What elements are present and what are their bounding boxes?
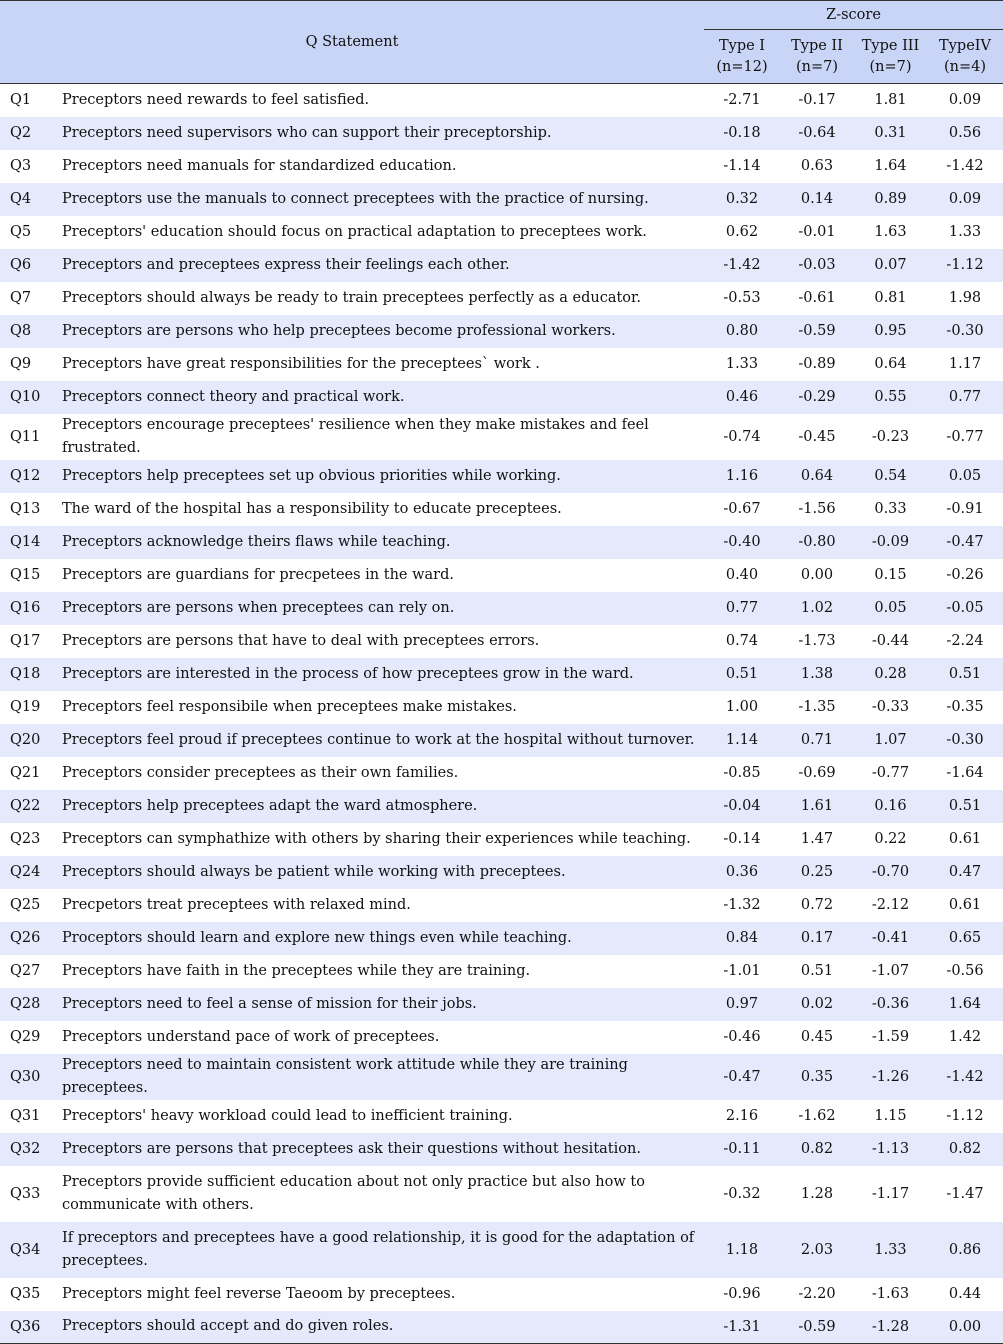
- zscore-cell: -1.31: [723, 1318, 761, 1335]
- q-id-cell: Q29: [10, 1029, 41, 1045]
- statement-cell: Preceptors consider preceptees as their own families.: [62, 764, 459, 781]
- zscore-cell: -0.45: [798, 428, 836, 445]
- zscore-cell: 1.98: [948, 290, 982, 306]
- zscore-cell: 0.51: [948, 798, 982, 814]
- table-row: [0, 625, 1003, 658]
- table-row: [0, 1054, 1003, 1100]
- zscore-cell: -0.30: [946, 732, 984, 748]
- q-id-cell: Q26: [10, 930, 41, 946]
- statement-cell: Preceptors need manuals for standardized education.: [62, 157, 457, 174]
- zscore-cell: -0.69: [798, 765, 836, 781]
- q-id-cell: Q7: [10, 290, 32, 306]
- table-row: [0, 1166, 1003, 1222]
- type-n: (n=7): [795, 58, 839, 75]
- zscore-cell: 0.35: [800, 1068, 834, 1085]
- statement-cell: Preceptors feel responsibile when preceptees make mistakes.: [62, 698, 517, 715]
- zscore-cell: 0.15: [874, 567, 907, 583]
- zscore-cell: 0.86: [948, 1241, 982, 1258]
- zscore-cell: -1.32: [723, 897, 761, 913]
- table-header: [0, 1, 1003, 84]
- zscore-cell: 0.00: [800, 567, 834, 583]
- statement-cell: Preceptors feel proud if preceptees continue to work at the hospital without turnover.: [62, 731, 695, 748]
- zscore-cell: -0.85: [723, 765, 761, 781]
- statement-cell: Precpetors treat preceptees with relaxed mind.: [62, 896, 411, 913]
- table-row: [0, 592, 1003, 625]
- zscore-cell: 2.03: [800, 1241, 834, 1258]
- zscore-cell: 0.56: [948, 125, 982, 141]
- statement-cell: Preceptors are persons who help preceptees become professional workers.: [62, 322, 616, 339]
- type-n: (n=7): [869, 58, 912, 75]
- statement-cell: Preceptors' education should focus on practical adaptation to preceptees work.: [62, 223, 647, 240]
- q-id-cell: Q28: [10, 996, 41, 1012]
- zscore-cell: -0.17: [798, 92, 836, 109]
- statement-cell: Preceptors help preceptees adapt the ward atmosphere.: [62, 797, 478, 814]
- statement-cell: Preceptors should always be ready to train preceptees perfectly as a educator.: [62, 289, 641, 306]
- table-body: [0, 84, 1003, 1344]
- zscore-cell: -0.59: [798, 1318, 836, 1335]
- zscore-cell: 0.44: [948, 1286, 982, 1302]
- table-row: [0, 823, 1003, 856]
- zscore-cell: -0.41: [871, 930, 910, 946]
- statement-cell: Proceptors should learn and explore new things even while teaching.: [62, 929, 572, 946]
- zscore-cell: 1.17: [948, 356, 982, 372]
- zscore-cell: 0.64: [800, 468, 834, 484]
- zscore-cell: -0.33: [871, 699, 910, 715]
- zscore-cell: -0.53: [723, 290, 761, 306]
- zscore-cell: 0.51: [948, 666, 982, 682]
- zscore-cell: -0.64: [798, 125, 836, 141]
- type-n: (n=4): [944, 58, 987, 75]
- q-id-cell: Q18: [10, 666, 41, 682]
- table-row: [0, 216, 1003, 249]
- table-row: [0, 757, 1003, 790]
- statement-cell: If preceptors and preceptees have a good relationship, it is good for the adaptation of preceptees.: [62, 1229, 695, 1269]
- zscore-cell: -0.77: [871, 765, 910, 781]
- table-row: [0, 1100, 1003, 1133]
- table-row: [0, 856, 1003, 889]
- zscore-cell: -2.71: [723, 92, 761, 109]
- zscore-cell: -0.03: [798, 257, 836, 273]
- zscore-cell: -0.44: [871, 633, 910, 649]
- statement-cell: Preceptors connect theory and practical work.: [62, 388, 405, 405]
- zscore-cell: 0.84: [725, 930, 759, 946]
- zscore-cell: 0.55: [874, 389, 907, 405]
- zscore-cell: 0.63: [800, 158, 834, 174]
- zscore-cell: 0.47: [948, 864, 982, 880]
- statement-cell: Preceptors are persons that have to deal with preceptees errors.: [62, 632, 540, 649]
- q-id-cell: Q3: [10, 158, 32, 174]
- zscore-cell: 0.09: [948, 191, 982, 207]
- zscore-cell: -1.13: [871, 1141, 910, 1157]
- statement-cell: Preceptors provide sufficient education about not only practice but also how to communicate with others.: [62, 1173, 645, 1213]
- zscore-cell: -1.14: [723, 158, 761, 174]
- q-id-cell: Q14: [10, 534, 41, 550]
- zscore-cell: -0.18: [723, 125, 761, 141]
- zscore-cell: 0.64: [874, 356, 907, 372]
- statement-cell: Preceptors have great responsibilities for the preceptees` work .: [62, 355, 540, 372]
- q-id-cell: Q11: [10, 428, 41, 445]
- zscore-cell: 0.82: [948, 1141, 982, 1157]
- zscore-cell: 1.63: [874, 224, 907, 240]
- statement-cell: Preceptors help preceptees set up obvious priorities while working.: [62, 467, 561, 484]
- zscore-cell: -1.47: [946, 1185, 984, 1202]
- statement-cell: Preceptors have faith in the preceptees while they are training.: [62, 962, 531, 979]
- zscore-cell: -0.77: [946, 428, 984, 445]
- table-row: [0, 1133, 1003, 1166]
- q-id-cell: Q5: [10, 224, 32, 240]
- zscore-cell: 0.14: [800, 191, 834, 207]
- table-row: [0, 1021, 1003, 1054]
- zscore-cell: 1.33: [874, 1241, 907, 1258]
- statement-cell: The ward of the hospital has a responsibility to educate preceptees.: [62, 500, 562, 517]
- q-id-cell: Q31: [10, 1108, 41, 1124]
- zscore-cell: 0.05: [948, 468, 982, 484]
- zscore-cell: -0.91: [946, 501, 984, 517]
- zscore-cell: 0.74: [725, 633, 759, 649]
- zscore-cell: -0.96: [723, 1286, 761, 1302]
- zscore-cell: -0.80: [798, 534, 836, 550]
- table-row: [0, 150, 1003, 183]
- zscore-cell: 0.07: [874, 257, 907, 273]
- table-row: [0, 381, 1003, 414]
- zscore-cell: 0.77: [948, 389, 982, 405]
- zscore-cell: 1.07: [874, 732, 907, 748]
- zscore-cell: -1.26: [871, 1068, 910, 1085]
- zscore-cell: -1.62: [798, 1108, 836, 1124]
- zscore-cell: 1.64: [948, 996, 982, 1012]
- zscore-cell: -0.01: [798, 224, 836, 240]
- zscore-cell: 0.09: [948, 92, 982, 109]
- type-name: TypeIV: [939, 37, 991, 54]
- zscore-cell: -0.30: [946, 323, 984, 339]
- zscore-cell: -1.73: [798, 633, 836, 649]
- zscore-cell: -0.70: [871, 864, 910, 880]
- zscore-cell: -2.20: [798, 1286, 836, 1302]
- statement-cell: Preceptors need to maintain consistent work attitude while they are training preceptees.: [62, 1056, 628, 1096]
- zscore-cell: -0.46: [723, 1029, 761, 1045]
- zscore-cell: 0.81: [874, 290, 907, 306]
- q-id-cell: Q33: [10, 1185, 41, 1202]
- zscore-cell: 1.28: [800, 1185, 834, 1202]
- zscore-cell: -1.64: [946, 765, 984, 781]
- zscore-cell: 1.33: [948, 224, 982, 240]
- statement-cell: Preceptors are persons when preceptees can rely on.: [62, 599, 455, 616]
- q-id-cell: Q13: [10, 501, 41, 517]
- table-row: [0, 922, 1003, 955]
- q-id-cell: Q15: [10, 567, 41, 583]
- table-row: [0, 414, 1003, 460]
- zscore-cell: 0.45: [800, 1029, 834, 1045]
- table-row: [0, 889, 1003, 922]
- zscore-cell: 1.81: [874, 92, 907, 109]
- q-id-cell: Q27: [10, 963, 41, 979]
- zscore-cell: 0.71: [800, 732, 834, 748]
- zscore-cell: 1.38: [800, 666, 834, 682]
- q-id-cell: Q19: [10, 699, 41, 715]
- zscore-cell: 0.54: [874, 468, 907, 484]
- zscore-cell: 0.51: [800, 963, 834, 979]
- zscore-cell: 1.47: [800, 831, 834, 847]
- zscore-cell: -1.01: [723, 963, 761, 979]
- zscore-cell: 1.18: [725, 1241, 759, 1258]
- table-row: [0, 988, 1003, 1021]
- zscore-cell: 1.16: [725, 468, 759, 484]
- zscore-cell: 0.77: [725, 600, 759, 616]
- zscore-cell: -2.24: [946, 633, 984, 649]
- q-id-cell: Q12: [10, 468, 41, 484]
- table-row: [0, 1311, 1003, 1344]
- zscore-cell: 0.61: [948, 831, 982, 847]
- zscore-cell: 0.97: [725, 996, 759, 1012]
- type-name: Type III: [861, 37, 920, 54]
- zscore-cell: -0.29: [798, 389, 836, 405]
- zscore-cell: -0.26: [946, 567, 984, 583]
- zscore-cell: 0.46: [725, 389, 759, 405]
- zscore-cell: 0.33: [874, 501, 907, 517]
- zscore-cell: 0.32: [725, 191, 759, 207]
- q-id-cell: Q24: [10, 864, 41, 880]
- zscore-cell: -0.32: [723, 1185, 761, 1202]
- zscore-cell: 0.62: [725, 224, 759, 240]
- table-row: [0, 658, 1003, 691]
- zscore-cell: 1.42: [948, 1029, 982, 1045]
- zscore-cell: 0.17: [800, 930, 834, 946]
- zscore-cell: -0.56: [946, 963, 984, 979]
- statement-cell: Preceptors should always be patient while working with preceptees.: [62, 863, 566, 880]
- table-row: [0, 790, 1003, 823]
- zscore-cell: 2.16: [725, 1108, 759, 1124]
- table-row: [0, 460, 1003, 493]
- zscore-cell: -1.17: [871, 1185, 910, 1202]
- table-row: [0, 117, 1003, 150]
- zscore-cell: -0.14: [723, 831, 761, 847]
- zscore-cell: 0.51: [725, 666, 759, 682]
- type-header: [927, 30, 1003, 84]
- q-id-cell: Q4: [10, 191, 32, 207]
- zscore-cell: 0.89: [874, 191, 907, 207]
- zscore-cell: -0.11: [723, 1141, 761, 1157]
- zscore-cell: 0.05: [874, 600, 907, 616]
- table-row: [0, 84, 1003, 117]
- statement-cell: Preceptors and preceptees express their feelings each other.: [62, 256, 510, 273]
- zscore-cell: -1.63: [871, 1286, 910, 1302]
- zscore-cell: -1.56: [798, 501, 836, 517]
- zscore-cell: -0.05: [946, 600, 984, 616]
- table-row: [0, 691, 1003, 724]
- zscore-cell: 0.40: [725, 567, 759, 583]
- zscore-cell: 0.36: [725, 864, 759, 880]
- q-id-cell: Q9: [10, 356, 32, 372]
- q-id-cell: Q1: [10, 92, 32, 109]
- table-row: [0, 1222, 1003, 1278]
- zscore-cell: -0.04: [723, 798, 761, 814]
- zscore-cell: -1.42: [946, 158, 984, 174]
- q-id-cell: Q10: [10, 389, 41, 405]
- table-row: [0, 1278, 1003, 1311]
- q-id-cell: Q20: [10, 732, 41, 748]
- zscore-cell: -0.89: [798, 356, 836, 372]
- statement-cell: Preceptors acknowledge theirs flaws while teaching.: [62, 533, 451, 550]
- q-id-cell: Q8: [10, 323, 32, 339]
- table-row: [0, 559, 1003, 592]
- zscore-cell: 0.28: [874, 666, 907, 682]
- zscore-cell: -1.42: [723, 257, 761, 273]
- zscore-cell: 0.31: [874, 125, 907, 141]
- zscore-cell: 1.00: [725, 699, 759, 715]
- zscore-cell: 0.72: [800, 897, 834, 913]
- zscore-cell: 1.14: [725, 732, 759, 748]
- zscore-cell: 0.82: [800, 1141, 834, 1157]
- zscore-cell: 0.00: [948, 1318, 982, 1335]
- zscore-cell: 0.61: [948, 897, 982, 913]
- statement-cell: Preceptors use the manuals to connect preceptees with the practice of nursing.: [62, 190, 649, 207]
- type-header: [854, 30, 927, 84]
- zscore-header: Z-score: [704, 1, 1003, 30]
- statement-cell: Preceptors need supervisors who can support their preceptorship.: [62, 124, 552, 141]
- zscore-cell: 1.61: [800, 798, 834, 814]
- zscore-cell: -1.59: [871, 1029, 910, 1045]
- zscore-cell: -2.12: [871, 897, 910, 913]
- zscore-cell: -0.40: [723, 534, 761, 550]
- zscore-cell: 0.16: [874, 798, 907, 814]
- zscore-cell: -0.09: [871, 534, 910, 550]
- table-row: [0, 526, 1003, 559]
- q-id-cell: Q34: [10, 1241, 41, 1258]
- zscore-cell: -0.35: [946, 699, 984, 715]
- zscore-cell: -0.59: [798, 323, 836, 339]
- zscore-cell: 1.15: [874, 1108, 907, 1124]
- zscore-cell: 1.64: [874, 158, 907, 174]
- zscore-cell: 0.22: [874, 831, 907, 847]
- statement-cell: Preceptors are persons that preceptees ask their questions without hesitation.: [62, 1140, 641, 1157]
- zscore-cell: -1.07: [871, 963, 910, 979]
- table-row: [0, 183, 1003, 216]
- zscore-cell: -1.35: [798, 699, 836, 715]
- statement-cell: Preceptors might feel reverse Taeoom by preceptees.: [62, 1285, 456, 1302]
- zscore-cell: 0.95: [874, 323, 907, 339]
- table-row: [0, 249, 1003, 282]
- statement-cell: Preceptors understand pace of work of preceptees.: [62, 1028, 440, 1045]
- zscore-cell: -0.67: [723, 501, 761, 517]
- statement-cell: Preceptors' heavy workload could lead to inefficient training.: [62, 1107, 513, 1124]
- zscore-cell: -0.61: [798, 290, 836, 306]
- q-id-cell: Q17: [10, 633, 41, 649]
- table-row: [0, 955, 1003, 988]
- q-id-cell: Q36: [10, 1318, 41, 1335]
- q-id-cell: Q23: [10, 831, 41, 847]
- type-header: [704, 30, 780, 84]
- zscore-cell: -0.36: [871, 996, 910, 1012]
- zscore-cell: 0.25: [800, 864, 834, 880]
- table-row: [0, 315, 1003, 348]
- zscore-cell: 1.02: [800, 600, 834, 616]
- q-id-cell: Q22: [10, 798, 41, 814]
- q-id-cell: Q21: [10, 765, 41, 781]
- type-n: (n=12): [716, 58, 768, 75]
- zscore-cell: -1.42: [946, 1068, 984, 1085]
- zscore-cell: 1.33: [725, 356, 759, 372]
- zscore-cell: -1.12: [946, 1108, 984, 1124]
- q-id-cell: Q6: [10, 257, 32, 273]
- zscore-cell: -1.28: [871, 1318, 910, 1335]
- zscore-cell: -0.23: [871, 428, 910, 445]
- zscore-cell: 0.02: [800, 996, 834, 1012]
- statement-cell: Preceptors are interested in the process of how preceptees grow in the ward.: [62, 665, 634, 682]
- statement-cell: Preceptors should accept and do given roles.: [62, 1318, 394, 1335]
- table-row: [0, 348, 1003, 381]
- type-name: Type II: [791, 37, 843, 54]
- table-row: [0, 282, 1003, 315]
- type-header: [780, 30, 854, 84]
- zscore-cell: -0.47: [723, 1068, 761, 1085]
- zscore-cell: 0.80: [725, 323, 759, 339]
- zscore-cell: 0.65: [948, 930, 982, 946]
- statement-cell: Preceptors encourage preceptees' resilience when they make mistakes and feel frustrated.: [62, 416, 649, 456]
- type-name: Type I: [718, 37, 766, 54]
- q-id-cell: Q25: [10, 897, 41, 913]
- q-id-cell: Q16: [10, 600, 41, 616]
- q-id-cell: Q32: [10, 1141, 41, 1157]
- statement-cell: Preceptors need to feel a sense of mission for their jobs.: [62, 995, 477, 1012]
- zscore-cell: -0.47: [946, 534, 984, 550]
- q-id-cell: Q30: [10, 1068, 41, 1085]
- q-id-cell: Q2: [10, 125, 32, 141]
- table-row: [0, 493, 1003, 526]
- q-statement-header: Q Statement: [0, 1, 704, 84]
- statement-cell: Preceptors need rewards to feel satisfied.: [62, 91, 370, 108]
- zscore-cell: -0.74: [723, 428, 761, 445]
- table-row: [0, 724, 1003, 757]
- statement-cell: Preceptors are guardians for precpetees in the ward.: [62, 566, 454, 583]
- zscore-cell: -1.12: [946, 257, 984, 273]
- statement-cell: Preceptors can symphathize with others by sharing their experiences while teaching.: [62, 830, 691, 847]
- q-id-cell: Q35: [10, 1286, 41, 1302]
